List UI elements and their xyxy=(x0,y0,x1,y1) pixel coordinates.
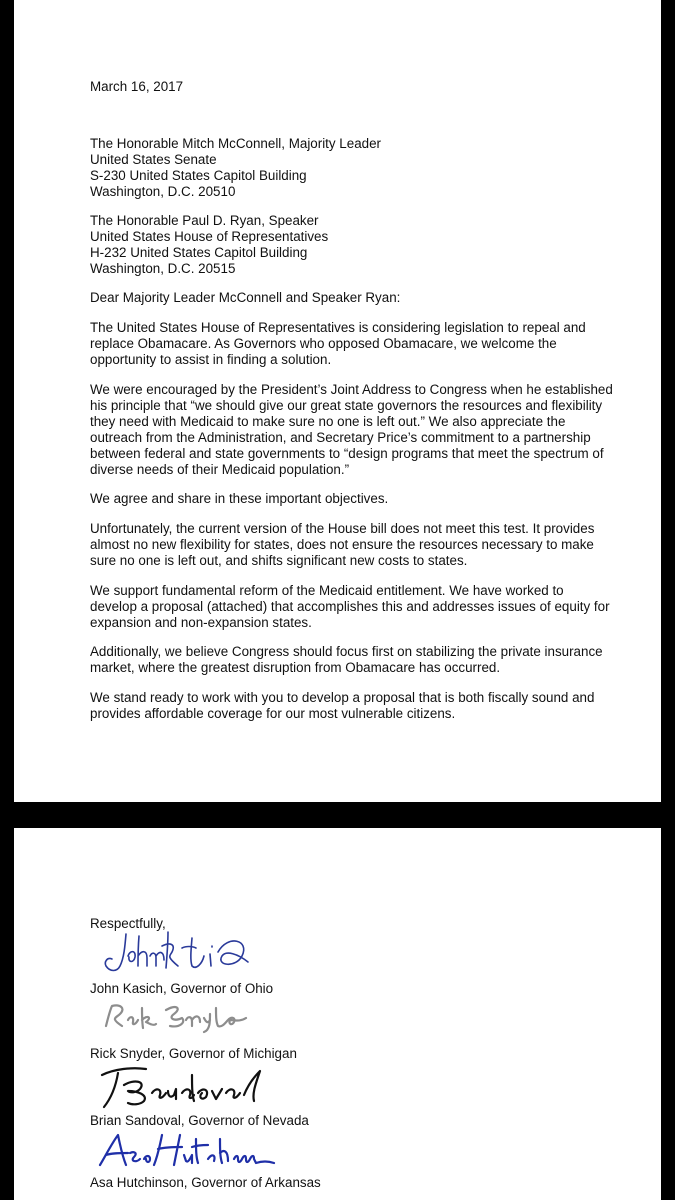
paragraph-2-line-1: We were encouraged by the President’s Joint Address to Congress when he established xyxy=(90,382,613,397)
paragraph-1-line-3: opportunity to assist in finding a solution. xyxy=(90,352,332,367)
paragraph-5-line-1: We support fundamental reform of the Medicaid entitlement. We have worked to xyxy=(90,583,564,598)
signatory-2-name: Rick Snyder, Governor of Michigan xyxy=(90,1046,297,1061)
closing: Respectfully, xyxy=(90,916,166,931)
paragraph-2-line-5: between federal and state governments to “design programs that meet the spectrum of xyxy=(90,446,604,461)
recipient-2-line-2: United States House of Representatives xyxy=(90,229,329,244)
paragraph-3-line-1: We agree and share in these important objectives. xyxy=(90,491,389,506)
letter-page-1 xyxy=(14,0,661,802)
paragraph-4-line-3: sure no one is left out, and shifts significant new costs to states. xyxy=(90,553,468,568)
recipient-2-line-1: The Honorable Paul D. Ryan, Speaker xyxy=(90,213,319,228)
paragraph-2-line-3: they need with Medicaid to make sure no one is left out.” We also appreciate the xyxy=(90,414,566,429)
snyder-signature xyxy=(100,1000,260,1034)
paragraph-7-line-1: We stand ready to work with you to develop a proposal that is both fiscally sound and xyxy=(90,690,595,705)
signatory-4-name: Asa Hutchinson, Governor of Arkansas xyxy=(90,1175,321,1190)
paragraph-6-line-2: market, where the greatest disruption from Obamacare has occurred. xyxy=(90,660,501,675)
paragraph-1-line-1: The United States House of Representatives is considering legislation to repeal and xyxy=(90,320,586,335)
paragraph-7-line-2: provides affordable coverage for our most vulnerable citizens. xyxy=(90,706,456,721)
paragraph-1-line-2: replace Obamacare. As Governors who opposed Obamacare, we welcome the xyxy=(90,336,557,351)
kasich-signature xyxy=(92,926,252,980)
paragraph-2-line-6: diverse needs of their Medicaid population.” xyxy=(90,462,350,477)
paragraph-6-line-1: Additionally, we believe Congress should focus first on stabilizing the private insurance xyxy=(90,644,603,659)
signatory-3-name: Brian Sandoval, Governor of Nevada xyxy=(90,1113,309,1128)
letter-page-2 xyxy=(14,828,661,1200)
recipient-1-line-2: United States Senate xyxy=(90,152,217,167)
recipient-2-line-3: H-232 United States Capitol Building xyxy=(90,245,308,260)
sandoval-signature xyxy=(94,1065,274,1111)
paragraph-5-line-2: develop a proposal (attached) that accomplishes this and addresses issues of equity for xyxy=(90,599,610,614)
paragraph-2-line-2: his principle that “we should give our great state governors the resources and flexibility xyxy=(90,398,603,413)
paragraph-2-line-4: outreach from the Administration, and Secretary Price’s commitment to a partnership xyxy=(90,430,591,445)
salutation: Dear Majority Leader McConnell and Speaker Ryan: xyxy=(90,290,401,305)
paragraph-5-line-3: expansion and non-expansion states. xyxy=(90,615,312,630)
recipient-2-line-4: Washington, D.C. 20515 xyxy=(90,261,236,276)
recipient-1-line-3: S-230 United States Capitol Building xyxy=(90,168,307,183)
signatory-1-name: John Kasich, Governor of Ohio xyxy=(90,981,274,996)
paragraph-4-line-1: Unfortunately, the current version of the House bill does not meet this test. It provides xyxy=(90,521,595,536)
paragraph-4-line-2: almost no new flexibility for states, does not ensure the resources necessary to make xyxy=(90,537,594,552)
recipient-1-line-4: Washington, D.C. 20510 xyxy=(90,184,236,199)
hutchinson-signature xyxy=(96,1131,276,1171)
recipient-1-line-1: The Honorable Mitch McConnell, Majority Leader xyxy=(90,136,382,151)
letter-date: March 16, 2017 xyxy=(90,79,184,94)
